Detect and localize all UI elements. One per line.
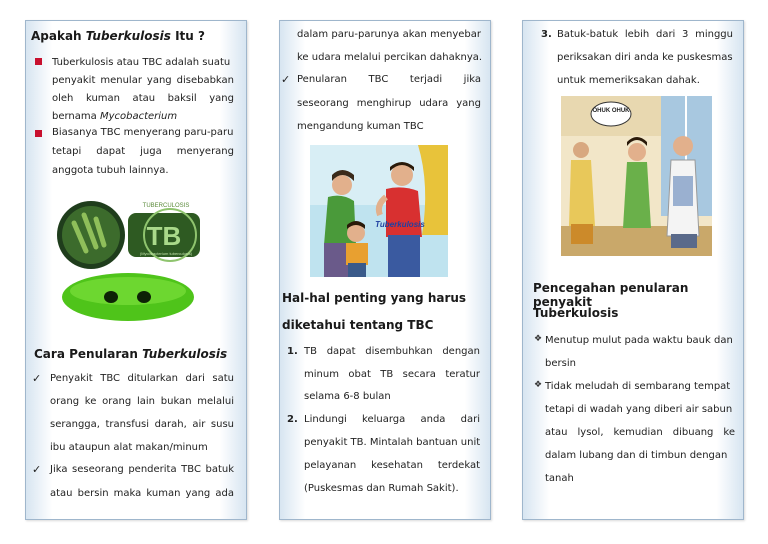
family-illustration xyxy=(310,145,448,277)
text-line: periksakan diri anda ke puskesmas xyxy=(557,52,733,63)
text-line: Lindungi keluarga anda dari xyxy=(304,414,480,425)
bacteria-illustration xyxy=(54,193,202,328)
text-line: Tuberkulosis atau TBC adalah suatu xyxy=(52,57,231,68)
checkmark-icon: ✓ xyxy=(32,372,42,385)
text-line: untuk memeriksakan dahak. xyxy=(557,75,700,86)
panel-left xyxy=(25,20,247,520)
text-line: minum obat TB secara teratur xyxy=(304,369,480,380)
text-line: penyakit TB. Mintalah bantuan unit xyxy=(304,437,481,448)
text-line: dalam paru-parunya akan menyebar xyxy=(297,29,481,40)
text-line: serangga, transfusi darah, air susu xyxy=(50,419,234,430)
text-line: bersin xyxy=(545,358,576,369)
text-line: mengandung kuman TBC xyxy=(297,121,424,132)
heading-prevention-2: Tuberkulosis xyxy=(533,306,619,320)
text-line: orang ke orang lain bukan melalui xyxy=(50,396,234,407)
text-line: dalam lubang dan di timbun dengan xyxy=(545,450,728,461)
heading-important-2: diketahui tentang TBC xyxy=(282,318,434,332)
heading-what-is-tb: Apakah Tuberkulosis Itu ? xyxy=(31,29,205,43)
diamond-bullet-icon: ❖ xyxy=(534,380,543,390)
diamond-bullet-icon: ❖ xyxy=(534,334,543,344)
text-line: selama 6-8 bulan xyxy=(304,391,391,402)
text-line: Batuk-batuk lebih dari 3 minggu xyxy=(557,29,733,40)
tb-bacteria-image xyxy=(54,193,202,328)
text-line: oleh kuman atau baksil yang xyxy=(52,93,234,104)
text-line: anggota tubuh lainnya. xyxy=(52,165,169,176)
text-line: penyakit menular yang disebabkan xyxy=(52,75,234,86)
panel-middle xyxy=(279,20,491,520)
svg-text:(Mycobacterium tuberculosis): (Mycobacterium tuberculosis) xyxy=(139,251,193,256)
square-bullet-icon xyxy=(35,130,42,137)
text-line: Penularan TBC terjadi jika xyxy=(297,74,481,85)
text-line: Jika seseorang penderita TBC batuk xyxy=(50,464,234,475)
checkmark-icon: ✓ xyxy=(32,463,42,476)
text-line: Penyakit TBC ditularkan dari satu xyxy=(50,373,234,384)
speech-bubble-text: OHUK OHUK xyxy=(592,108,630,114)
text-line: Biasanya TBC menyerang paru-paru xyxy=(52,127,234,138)
text-line: (Puskesmas dan Rumah Sakit). xyxy=(304,483,459,494)
text-line: tetapi di wadah yang diberi air sabun xyxy=(545,404,733,415)
text-line: bernama Mycobacterium xyxy=(52,111,178,122)
heading-transmission: Cara Penularan Tuberkulosis xyxy=(34,347,228,361)
text-line: seseorang menghirup udara yang xyxy=(297,98,481,109)
logo-text: TB xyxy=(146,221,182,251)
cough-illustration xyxy=(561,96,712,256)
text-line: ibu ataupun alat makan/minum xyxy=(50,442,208,453)
heading-important: Hal-hal penting yang harus xyxy=(282,291,467,305)
text-line: Tidak meludah di sembarang tempat xyxy=(545,381,731,392)
text-line: Menutup mulut pada waktu bauk dan xyxy=(545,335,733,346)
text-line: tetapi dapat juga menyerang xyxy=(52,146,234,157)
checkmark-icon: ✓ xyxy=(281,73,291,86)
heading-prevention: Pencegahan penularan penyakit xyxy=(533,281,689,309)
text-line: atau lysol, kemudian dibuang ke xyxy=(545,427,735,438)
text-line: ke udara melalui percikan dahaknya. xyxy=(297,52,483,63)
panel-right xyxy=(522,20,744,520)
text-line: tanah xyxy=(545,473,574,484)
list-number: 2. xyxy=(287,414,298,425)
list-number: 3. xyxy=(541,29,552,40)
square-bullet-icon xyxy=(35,58,42,65)
svg-text:TUBERCULOSIS: TUBERCULOSIS xyxy=(142,203,190,209)
text-line: pelayanan kesehatan terdekat xyxy=(304,460,480,471)
text-line: atau bersin maka kuman yang ada xyxy=(50,488,234,499)
illustration-caption: Tuberkulosis xyxy=(375,220,425,229)
text-line: TB dapat disembuhkan dengan xyxy=(304,346,480,357)
list-number: 1. xyxy=(287,346,298,357)
